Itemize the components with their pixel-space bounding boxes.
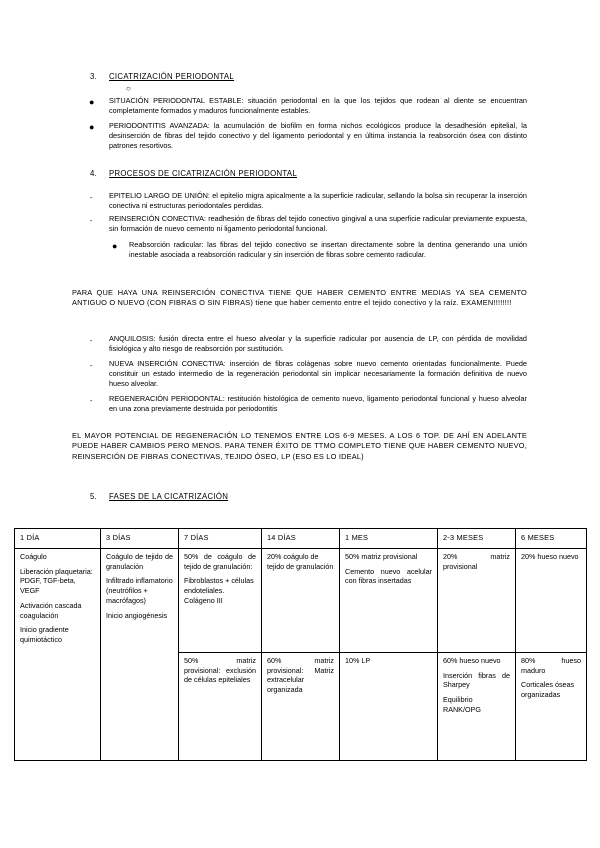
cell-text: Corticales óseas organizadas [521, 680, 575, 700]
bullet-icon: ● [89, 97, 95, 107]
cell-text: 20% hueso nuevo [521, 552, 579, 561]
cell-7-dias-bottom [179, 653, 262, 761]
section-3-title: CICATRIZACIÓN PERIODONTAL [109, 72, 235, 81]
cell-14-dias-top [262, 549, 340, 653]
dash-icon: - [90, 361, 93, 370]
exam-note: PARA QUE HAYA UNA REINSERCIÓN CONECTIVA TIENE QUE HABER CEMENTO ENTRE MEDIAS YA SEA CEMENTO ANTIGUO O NUEVO (CON FIBRAS O SIN FIBRAS) tiene que haber cemento entre el tejido conectivo y la raíz. EXAMEN!!!!!!!! [72, 288, 527, 308]
dash-icon: - [90, 336, 93, 345]
header-7-dias: 7 DÍAS [179, 529, 262, 549]
regeneration-potential-note: EL MAYOR POTENCIAL DE REGENERACIÓN LO TENEMOS ENTRE LOS 6-9 MESES. A LOS 6 TOP. DE AHÍ EN ADELANTE PUEDE HABER CAMBIOS PERO MENOS. PARA TENER ÉXITO DE TTMO COMPLETO TIENE QUE HABER CEMENTO NUEVO, REINSERCIÓN DE FIBRAS CONECTIVAS, TEJIDO ÓSEO, LP (ESO ES LO IDEAL) [72, 431, 527, 461]
nueva-insercion-text: NUEVA INSERCIÓN CONECTIVA: inserción de fibras colágenas sobre nuevo cemento orientadas funcionalmente. Puede constituir un estado intermedio de la regeneración periodontal sin implicar necesariamente la formación definitiva de nuevo hueso alveolar. [109, 359, 527, 389]
cell-text: Inserción fibras de Sharpey [443, 670, 510, 690]
cell-6-meses-bottom [516, 653, 587, 761]
fases-cicatrizacion-table [14, 528, 587, 761]
cell-text: Infiltrado inflamatorio (neutrófilos + macrófagos) [106, 576, 173, 605]
cell-text: 50% matriz provisional: exclusión de células epiteliales [184, 656, 256, 685]
section-3-number: 3. [90, 72, 97, 81]
bullet-icon: ● [112, 241, 118, 251]
cell-text: 60% matriz provisional: Matriz extracelular organizada [267, 656, 334, 695]
cell-text: 50% de coágulo de tejido de granulación: [184, 552, 256, 571]
anquilosis-text: ANQUILOSIS: fusión directa entre el hueso alveolar y la superficie radicular por ausencia de LP, con pérdida de movilidad fisiológica y alto riesgo de reabsorción por sustitución. [109, 334, 527, 354]
situacion-estable-text: SITUACIÓN PERIODONTAL ESTABLE: situación periodontal en la que los tejidos que rodean al diente se encuentran completamente formados y maduros funcionalmente estables. [109, 96, 527, 116]
table-row [15, 549, 587, 653]
dash-icon: - [90, 193, 93, 202]
bullet-icon: ● [89, 122, 95, 132]
cell-text: 50% matriz provisional [345, 552, 418, 561]
cell-3-dias [101, 549, 179, 761]
cell-text: Cemento nuevo acelular con fibras insertadas [345, 566, 432, 586]
table-header-row [15, 529, 587, 549]
cell-text: Inicio gradiente quimiotáctico [20, 625, 69, 645]
dash-icon: - [90, 216, 93, 225]
cell-14-dias-bottom [262, 653, 340, 761]
cell-1-dia [15, 549, 101, 761]
section-5-title: FASES DE LA CICATRIZACIÓN [109, 492, 229, 501]
periodontitis-avanzada-text: PERIODONTITIS AVANZADA: la acumulación de biofilm en forma nichos ecológicos produce la desadhesión epitelial, la desinserción de fibras del tejido conectivo y del ligamento periodontal y en última instancia la reabsorción ósea con distinto patrones resortivos. [109, 121, 527, 151]
empty-circle-bullet: ○ [126, 84, 131, 93]
cell-text: 80% hueso maduro [521, 656, 581, 675]
header-14-dias: 14 DÍAS [262, 529, 340, 549]
cell-text: Liberación plaquetaria: PDGF, TGF-beta, VEGF [20, 566, 93, 596]
section-5-number: 5. [90, 492, 97, 501]
cell-text: 20% matriz provisional [443, 552, 510, 571]
cell-text: 60% hueso nuevo [443, 656, 501, 665]
cell-1-mes-top [340, 549, 438, 653]
cell-6-meses-top [516, 549, 587, 653]
reabsorcion-radicular-text: Reabsorción radicular: las fibras del tejido conectivo se insertan directamente sobre la dentina generando una unión inestable asociada a reabsorción radicular y sin inserción de fibras sobre cemento radicular. [129, 240, 527, 260]
cell-text: Coágulo [20, 552, 47, 561]
cell-text: 20% coágulo de tejido de granulación [267, 552, 334, 571]
cell-text: Inicio angiogénesis [106, 610, 168, 620]
header-2-3-meses: 2-3 MESES [438, 529, 516, 549]
section-4-number: 4. [90, 169, 97, 178]
reinsercion-conectiva-text: REINSERCIÓN CONECTIVA: readhesión de fibras del tejido conectivo gingival a una superficie radicular previamente expuesta, sin formación de nuevo cemento ni ligamento periodontal funcional. [109, 214, 527, 234]
cell-7-dias-top [179, 549, 262, 653]
header-3-dias: 3 DÍAS [101, 529, 179, 549]
cell-text: Equilibrio RANK/OPG [443, 695, 481, 714]
section-4-title: PROCESOS DE CICATRIZACIÓN PERIODONTAL [109, 169, 297, 178]
header-1-mes: 1 MES [340, 529, 438, 549]
cell-2-3-meses-bottom [438, 653, 516, 761]
epitelio-largo-text: EPITELIO LARGO DE UNIÓN: el epitelio migra apicalmente a la superficie radicular, sellando la bolsa sin recuperar la inserción conectiva ni estructuras periodontales perdidas. [109, 191, 527, 211]
header-1-dia: 1 DÍA [15, 529, 101, 549]
header-6-meses: 6 MESES [516, 529, 587, 549]
cell-1-mes-bottom [340, 653, 438, 761]
dash-icon: - [90, 396, 93, 405]
regeneracion-periodontal-text: REGENERACIÓN PERIODONTAL: restitución histológica de cemento nuevo, ligamento periodontal funcional y hueso alveolar en una zona previamente destruida por periodontitis [109, 394, 527, 414]
cell-2-3-meses-top [438, 549, 516, 653]
cell-text: Activación cascada coagulación [20, 600, 82, 620]
cell-text: 10% LP [345, 656, 371, 665]
cell-text: Coágulo de tejido de granulación [106, 552, 173, 571]
cell-text: Fibroblastos + células endoteliales. Colágeno III [184, 576, 254, 605]
